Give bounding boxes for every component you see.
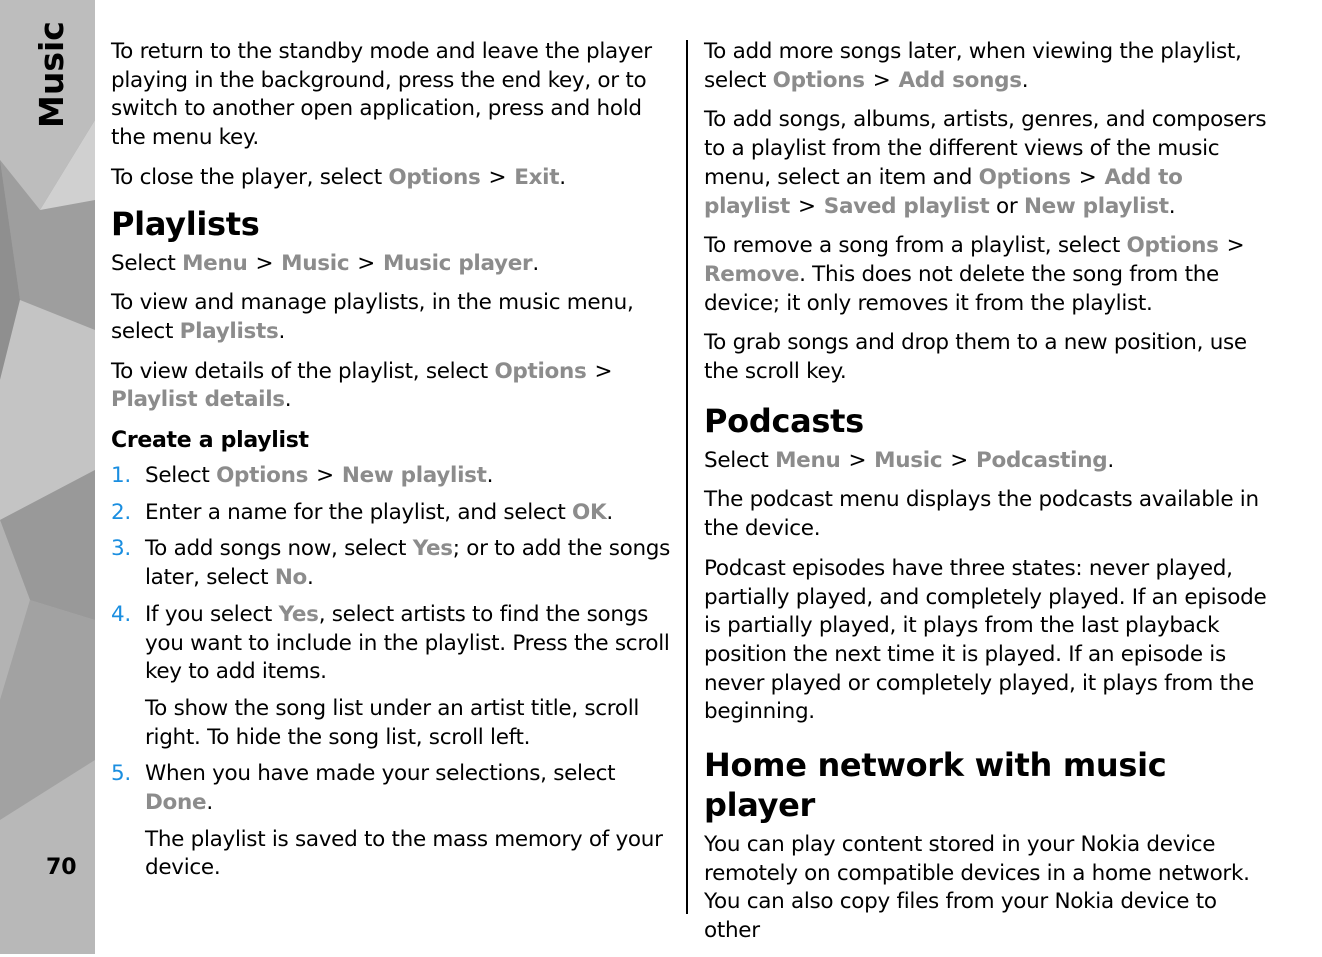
- paragraph: To close the player, select Options > Exit.: [111, 164, 677, 193]
- step-number: 1.: [111, 463, 131, 489]
- menu-option: Yes: [412, 536, 453, 562]
- list-item: 3. To add songs now, select Yes; or to add the songs later, select No.: [111, 536, 671, 591]
- step-note: To show the song list under an artist title, scroll right. To hide the song list, scroll left.: [145, 695, 640, 750]
- list-item: 4. If you select Yes, select artists to find the songs you want to include in the playlist. Press the scroll key to add items.: [111, 601, 670, 685]
- menu-option: Exit: [514, 164, 560, 190]
- paragraph: Podcast episodes have three states: never played, partially played, and completely played. If an episode is partially played, it plays from the last playback position the next time it is played. If an episode is never played or completely played, it plays from the beginning.: [704, 555, 1267, 725]
- menu-option: Menu: [182, 250, 248, 276]
- section-title: Music: [32, 21, 71, 128]
- subsection-heading: Create a playlist: [111, 428, 309, 454]
- list-item: 2. Enter a name for the playlist, and select OK.: [111, 499, 677, 528]
- list-item: 1. Select Options > New playlist.: [111, 462, 677, 491]
- menu-option: Menu: [775, 447, 841, 473]
- section-heading: Podcasts: [704, 401, 864, 440]
- right-column: [704, 38, 1274, 957]
- menu-option: Done: [145, 790, 207, 816]
- menu-option: No: [274, 565, 308, 591]
- menu-option: Add to playlist: [704, 164, 1183, 219]
- menu-option: Options: [494, 358, 587, 384]
- step-number: 2.: [111, 499, 131, 525]
- separator: >: [488, 164, 507, 190]
- menu-option: Music: [281, 250, 350, 276]
- menu-option: New playlist: [341, 463, 487, 489]
- menu-option: Saved playlist: [823, 193, 990, 219]
- menu-option: Options: [978, 164, 1071, 190]
- paragraph: To grab songs and drop them to a new position, use the scroll key.: [704, 330, 1247, 385]
- paragraph: To add songs, albums, artists, genres, and composers to a playlist from the different views of the music menu, select an item and Options > Add to playlist > Saved playlist or New playlist.: [704, 107, 1267, 219]
- paragraph: To view details of the playlist, select Options >Playlist details.: [111, 358, 613, 413]
- menu-option: Playlist details: [111, 387, 285, 413]
- list-item: 5. When you have made your selections, select Done.: [111, 761, 616, 816]
- steps-list: [111, 462, 677, 687]
- menu-option: Playlists: [179, 318, 279, 344]
- menu-option: Music: [874, 447, 943, 473]
- left-column: [111, 38, 677, 891]
- paragraph: Select Menu > Music > Music player.: [111, 250, 539, 276]
- steps-list: [111, 760, 677, 817]
- menu-option: Options: [388, 164, 481, 190]
- menu-option: Options: [1126, 233, 1219, 259]
- page-number: 70: [46, 855, 77, 880]
- sidebar-background-pattern: [0, 0, 95, 954]
- paragraph: To remove a song from a playlist, select Options >Remove. This does not delete the song from the device; it only removes it from the playlist.: [704, 233, 1245, 316]
- step-number: 3.: [111, 536, 131, 562]
- paragraph: To view and manage playlists, in the music menu, select Playlists.: [111, 290, 634, 344]
- section-heading: Playlists: [111, 204, 260, 243]
- column-divider: [686, 40, 688, 914]
- menu-option: OK: [572, 499, 607, 525]
- menu-option: Options: [772, 67, 865, 93]
- step-number: 5.: [111, 761, 131, 787]
- menu-option: Remove: [704, 261, 800, 287]
- paragraph: To add more songs later, when viewing the playlist, select Options > Add songs.: [704, 39, 1242, 93]
- paragraph: To return to the standby mode and leave the player playing in the background, press the end key, or to switch to another open application, press and hold the menu key.: [111, 39, 652, 151]
- step-number: 4.: [111, 601, 131, 627]
- menu-option: Options: [216, 463, 309, 489]
- sidebar: [0, 0, 95, 954]
- menu-option: Yes: [278, 601, 319, 627]
- paragraph: Select Menu > Music > Podcasting.: [704, 447, 1114, 473]
- menu-option: Music player: [383, 250, 533, 276]
- menu-option: New playlist: [1023, 193, 1169, 219]
- menu-option: Podcasting: [976, 447, 1108, 473]
- section-heading: Home network with music player: [704, 746, 1167, 825]
- paragraph: The podcast menu displays the podcasts available in the device.: [704, 487, 1259, 542]
- paragraph: You can play content stored in your Nokia device remotely on compatible devices in a home network. You can also copy files from your Nokia device to other: [704, 832, 1250, 944]
- menu-option: Add songs: [898, 67, 1022, 93]
- step-note: The playlist is saved to the mass memory of your device.: [145, 826, 663, 881]
